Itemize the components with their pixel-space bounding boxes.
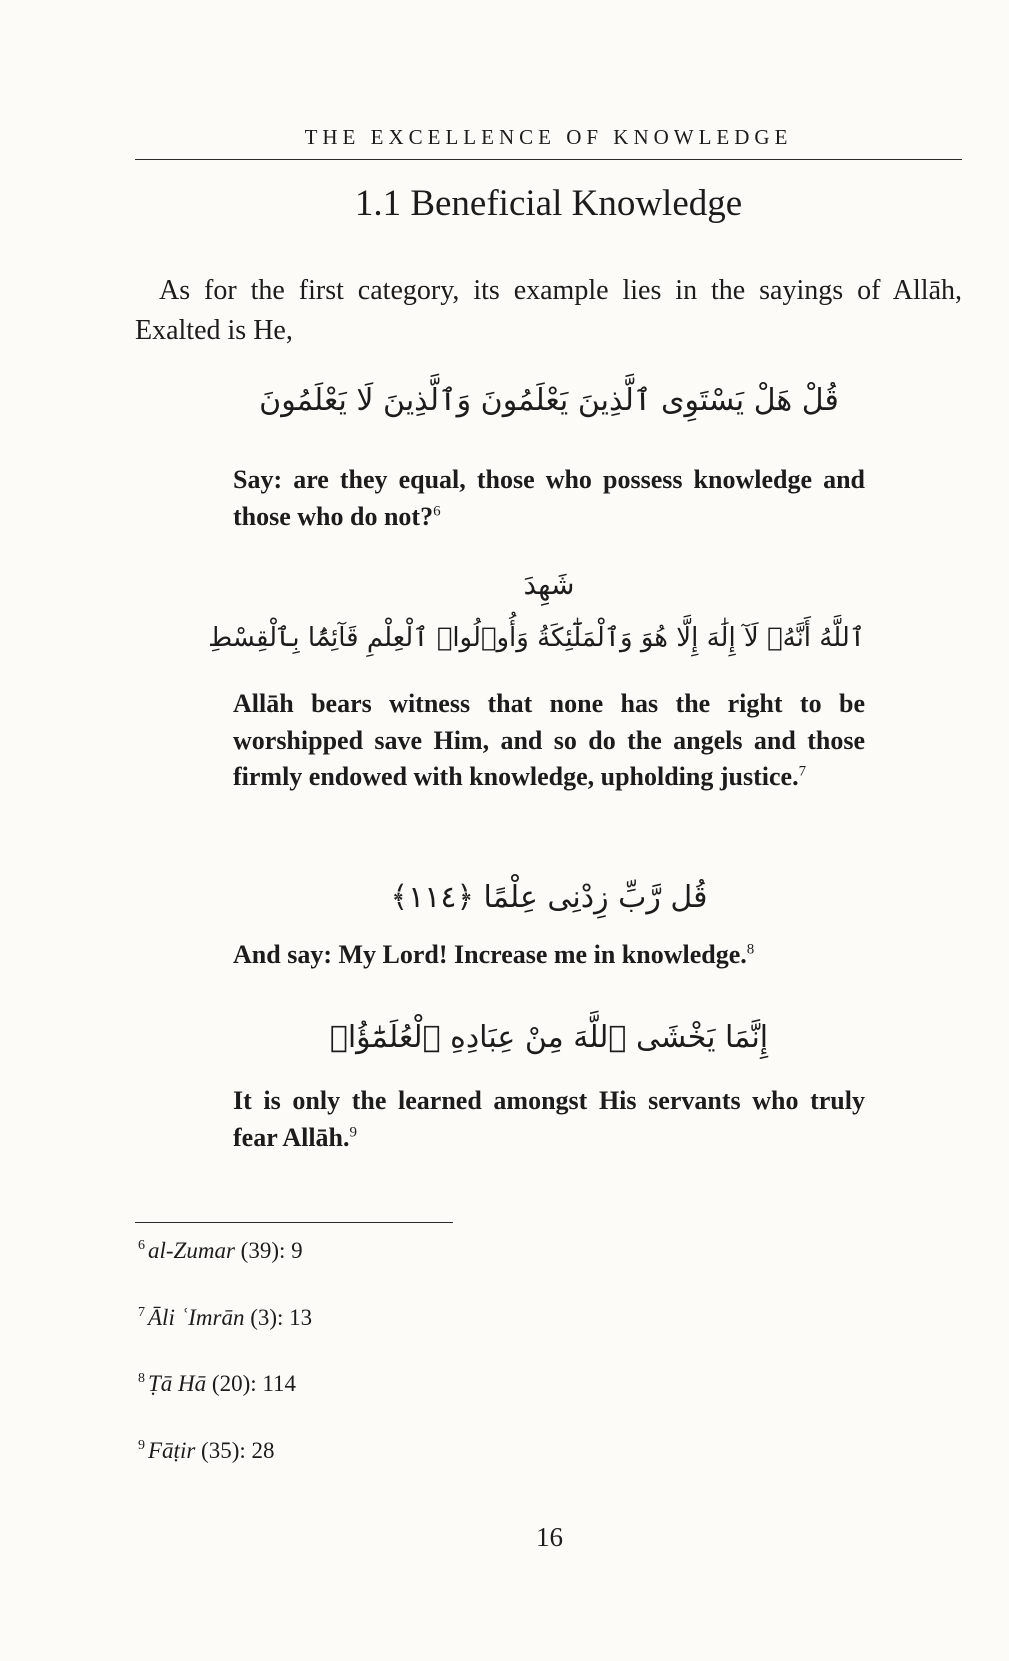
header-rule	[135, 159, 962, 160]
footnote-surah: al-Zumar	[148, 1238, 235, 1263]
intro-paragraph: As for the first category, its example lies in the sayings of Allāh, Exalted is He,	[135, 275, 962, 346]
footnote-ref-9: 9	[349, 1123, 358, 1140]
footnote-surah: Fāṭir	[148, 1438, 196, 1463]
verse-translation-4	[233, 1083, 865, 1156]
footnote-rule	[135, 1222, 453, 1223]
footnote-surah: Āli ʿImrān	[148, 1305, 245, 1330]
section-title: 1.1 Beneficial Knowledge	[354, 183, 743, 224]
arabic-verse-3: قُل رَّبِّ زِدْنِى عِلْمًا ﴿١١٤﴾	[390, 880, 708, 915]
arabic-verse-2-heading: شَهِدَ	[523, 568, 575, 601]
verse-translation-4-text: It is only the learned amongst His servants who truly fear Allāh.	[233, 1086, 865, 1152]
footnote-9	[138, 1438, 275, 1464]
footnote-number: 8	[138, 1371, 145, 1387]
arabic-verse-1: قُلْ هَلْ يَسْتَوِى ٱلَّذِينَ يَعْلَمُونَ وَٱلَّذِينَ لَا يَعْلَمُونَ	[259, 383, 839, 418]
arabic-verse-4: إِنَّمَا يَخْشَى ٱللَّهَ مِنْ عِبَادِهِ ٱلْعُلَمَٰٓؤُا۟	[329, 1020, 769, 1055]
footnote-number: 9	[138, 1438, 145, 1454]
verse-translation-1	[233, 462, 865, 535]
footnote-7	[138, 1305, 312, 1331]
verse-translation-2	[233, 686, 865, 796]
footnote-number: 7	[138, 1305, 145, 1321]
footnote-surah: Ṭā Hā	[148, 1371, 207, 1396]
footnote-8	[138, 1371, 296, 1397]
footnote-reference: (3): 13	[250, 1305, 313, 1330]
verse-translation-2-text: Allāh bears witness that none has the right to be worshipped save Him, and so do the angels and those firmly endowed with knowledge, upholding justice.	[233, 689, 865, 791]
footnote-ref-6: 6	[433, 502, 441, 519]
footnote-number: 6	[138, 1238, 145, 1254]
footnote-reference: (39): 9	[240, 1238, 303, 1263]
footnote-6	[138, 1238, 303, 1264]
verse-translation-3-text: And say: My Lord! Increase me in knowledge.	[233, 940, 747, 969]
running-head: THE EXCELLENCE OF KNOWLEDGE	[304, 125, 793, 149]
footnote-reference: (35): 28	[201, 1438, 275, 1463]
footnote-ref-8: 8	[746, 941, 755, 958]
verse-translation-3	[233, 937, 865, 974]
page-number: 16	[536, 1522, 563, 1552]
arabic-verse-2: ٱللَّهُ أَنَّهُۥ لَآ إِلَٰهَ إِلَّا هُوَ وَٱلْمَلَٰٓئِكَةُ وَأُو۟لُوا۟ ٱلْعِلْمِ قَآئِمًۢا بِٱلْقِسْطِ	[208, 623, 865, 653]
verse-translation-1-text: Say: are they equal, those who possess knowledge and those who do not?	[233, 465, 865, 531]
footnote-ref-7: 7	[798, 763, 807, 780]
footnote-reference: (20): 114	[211, 1371, 297, 1396]
